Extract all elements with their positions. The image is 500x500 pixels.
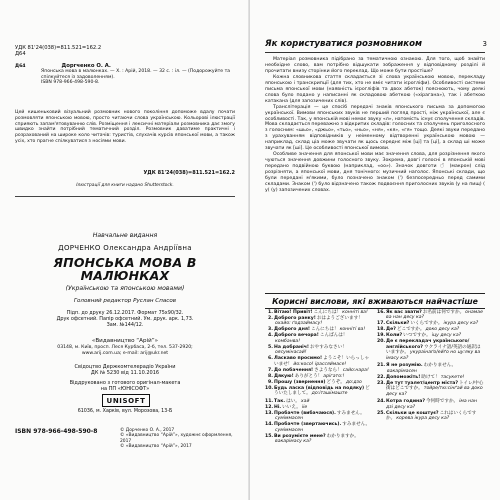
abstract: Цей кишеньковий візуальний розмовник нового покоління допоможе вдалу почати розмовляти японською мовою, просто читаючи слова українською. Кольорові ілюстрації сприяють запам'ятовуванню слів. Розміщення і лексичні матеріали розмовника дає змогу швидко знайти потрібний тематичний розділ. Розмовник даватиме практичні і розрахований на широке коло читачів: туристів, слухачів курсів японської мови, а також усіх, хто прагне спілкуватися з носіями мови.: [15, 110, 235, 144]
phrase-number: 14.: [265, 422, 274, 428]
phrase-item: [265, 356, 373, 367]
phrase-text: [386, 399, 485, 410]
phrase-ukrainian: Ви розумієте мене?: [274, 433, 326, 439]
phrase-japanese: こんにちは！: [310, 327, 339, 333]
phrase-japanese: さようなら！: [314, 367, 342, 373]
certificate-line: Свідоцтво Держкомтелерадіо України: [74, 364, 176, 370]
phrase-item: [265, 399, 373, 404]
right-page: [250, 0, 500, 500]
phrase-number: 3.: [268, 327, 273, 333]
series-label: Навчальне видання: [92, 232, 158, 239]
copyright-line: © Дорченко О. А., 2017: [120, 428, 175, 433]
certificate: [15, 364, 235, 376]
phrase-item: [265, 374, 373, 379]
phrase-transcription: тойре/тю:сінґай ва доко десу ка?: [386, 386, 483, 397]
phrase-item: [265, 380, 373, 385]
paragraph: Транслітерація — це спосіб передачі знаків японського письма за допомогою української. Вимови японських звуків не перший погляд прості, ніж української, але є особливості. Так, у японській мові немає звуку «л», натомість існує сполучення складів. Мова складається переважно з відкритих складів: голосних та сполучень приголосного з голосним: «шьо», «джьо», «тьо», «ньо», «ня», «кя», «гя» тощо. Деякі звуки передано з урахуванням відповідників у неіменному відтворенні українською мовою — наприклад, склад ціа може звучати як щось середнє між [ці] та [ці], а склад ші може звучати як [ші]. Це особливості японської вимови.: [265, 104, 485, 152]
phrase-item: [265, 411, 373, 422]
phrases-column-left: [265, 310, 373, 482]
catalog-author: Доргченко О. А.: [61, 63, 111, 69]
phrase-ukrainian: Як вас звати?: [386, 310, 422, 315]
phrase-ukrainian: Доброго вечора!: [274, 333, 319, 339]
phrase-number: 7.: [268, 367, 273, 373]
phrase-japanese: ようこそ！いらっしゃいませ！: [274, 356, 370, 367]
isbn: ISBN 978-966-498-590-8: [15, 428, 98, 435]
phrase-text: [386, 381, 485, 397]
phrases-list: [265, 310, 485, 482]
phrase-number: 12.: [265, 404, 274, 410]
phrase-text: [274, 368, 373, 373]
phrase-ukrainian: Котра година?: [386, 399, 425, 405]
catalog-isbn-line: ISBN 978-966-498-590-8.: [41, 80, 100, 86]
phrase-number: 1.: [268, 310, 273, 315]
phrase-ukrainian: Дякую!: [274, 373, 294, 379]
phrase-number: 20.: [377, 339, 386, 345]
phrase-item: [377, 363, 485, 374]
phrase-text: [386, 333, 485, 338]
phrase-transcription: до:іташімаште: [311, 391, 348, 397]
phrase-number: 11.: [265, 398, 274, 404]
phrase-number: 15.: [265, 433, 274, 439]
phrase-transcription: комбанва!: [275, 338, 301, 344]
phrase-text: [274, 316, 373, 327]
phrase-transcription: іма нан дзі десу ка?: [386, 399, 477, 410]
phrase-item: [265, 422, 373, 433]
udk-repeat: УДК 81'24(038)=811.521=162.2: [143, 170, 235, 176]
phrase-number: 10.: [265, 385, 274, 391]
phrase-item: [265, 405, 373, 410]
phrase-number: 6.: [268, 356, 273, 362]
phrase-ukrainian: Вітаю! Привіт!: [274, 310, 313, 315]
phrase-text: [386, 375, 485, 380]
page-number: 3: [482, 40, 487, 48]
phrase-japanese: これはいくらですか。: [386, 410, 477, 422]
phrase-japanese: 助けて！: [421, 374, 440, 380]
udk-code: УДК 81'24(038)=811.521=162.2: [15, 45, 102, 51]
phrase-ukrainian: Де тут туалет/центр міста?: [386, 380, 459, 386]
phrase-number: 25.: [377, 410, 386, 416]
phrase-item: [377, 399, 485, 410]
phrase-japanese: どうぞ。: [326, 379, 345, 385]
section-divider: [265, 52, 485, 53]
phrase-transcription: охайо: ґодзаймасу!: [275, 321, 323, 327]
phrase-ukrainian: Ні.: [274, 404, 282, 410]
phrase-japanese: どこですか。: [396, 327, 425, 333]
phrases-column-right: [377, 310, 485, 482]
phrase-japanese: 今何時ですか。: [425, 399, 459, 405]
phrase-japanese: はい。: [286, 398, 300, 404]
phrase-japanese: ありがとう！: [294, 373, 323, 379]
phrase-number: 21.: [377, 363, 386, 369]
phrase-text: [386, 321, 485, 326]
phrase-transcription: сайо:нара!: [342, 367, 369, 373]
printed-by-line: Віддруковано з готового оригінал-макета: [69, 380, 181, 386]
instructions-body: [265, 57, 485, 194]
phrase-text: [274, 345, 373, 356]
phrase-number: 8.: [268, 373, 273, 379]
phrase-ukrainian: Так.: [274, 398, 286, 404]
phrase-ukrainian: Я не розумію.: [386, 363, 423, 369]
phrase-text: [274, 374, 373, 379]
phrase-japanese: いつですか。: [403, 333, 431, 339]
phrase-item: [265, 345, 373, 356]
print-info-line: Зам. №144/12.: [106, 322, 144, 328]
book-subtitle: (Українською та японською мовами): [65, 285, 185, 292]
book-title: ЯПОНСЬКА МОВА В МАЛЮНКАХ: [53, 255, 197, 283]
phrase-japanese: おやすみなさい！: [310, 344, 347, 350]
paragraph: Кожна словникова стаття складається зі слова українською мовою, перекладу японською і транскрипції (для тих, хто не вміє читати ієрогліфи). Особливості системи письма японської мови (наявність ієрогліфів та двох абеток) пояснюють, чому деякі слова було подано у написанні як складовою абеткою («хірагана»), так і абеткою катакана (для запозичених слів).: [265, 74, 485, 104]
phrase-number: 24.: [377, 399, 386, 405]
phrase-ukrainian: Коли?: [386, 333, 403, 339]
paragraph: Матеріал розмовника підібрано за тематичною ознакою. Для того, щоб знайти необхідне слово, вам потрібно відшукати зображення у відповідному розділі й прочитати внизу сторінки його переклад. Що може бути простіше?: [265, 57, 485, 74]
phrase-japanese: すみません。: [342, 422, 371, 428]
phrase-japanese: おはようございます！: [316, 316, 363, 321]
paragraph: Особливе значення для японської мови має значення слова, для розрізнення якого чуються значення довжини голосного звуку. Зокрема, довгі голосні в японській мові передано подвійною буквою (наприклад, «оо»). Значок довготи ◌̄ (макрон) слід розрізняти, а японської мови, дня тонічного: музичний наголос. Японські склади, що були передані м'якими, було позначено знаком (') безпосередньо перед самими складами. Знаком (') було відзначено також подвоєння приголосних звуків (у на пищ) ( y( (у) запозичених словах.: [265, 152, 485, 193]
phrase-item: [265, 327, 373, 332]
catalog-entry: [15, 64, 235, 86]
phrase-ukrainian: Де є перекладач українського/англійського?: [386, 339, 470, 350]
phrase-japanese: いいえ。: [282, 404, 301, 410]
phrase-transcription: оясумінасай!: [275, 350, 307, 356]
certificate-line: ДК № 5230 від 11.10.2016: [90, 370, 160, 376]
catalog-header: [15, 45, 235, 57]
editor-line: Головний редактор Руслан Спасов: [73, 298, 177, 304]
phrase-ukrainian: Скільки?: [386, 321, 410, 327]
phrase-text: [386, 339, 485, 361]
phrase-japanese: すみません。: [336, 410, 365, 416]
phrase-japanese: こんにちは！: [313, 310, 342, 315]
phrase-number: 16.: [377, 310, 386, 315]
phrase-text: [274, 422, 373, 433]
print-info-line: Підп. до друку 26.12.2017. Формат 75x90/32.: [66, 310, 184, 316]
catalog-code: Д64: [15, 64, 26, 69]
phrase-item: [265, 316, 373, 327]
phrase-text: [274, 386, 373, 397]
phrase-transcription: хай: [300, 398, 310, 404]
copyright: [120, 428, 240, 450]
phrase-item: [377, 375, 485, 380]
bbk-code: Д64: [15, 51, 26, 58]
phrase-transcription: конніті ва!: [339, 327, 366, 333]
phrase-text: [274, 405, 373, 410]
phrase-number: 18.: [377, 327, 386, 333]
phrase-japanese: いくらですか。: [410, 321, 443, 327]
illustration-credit: Ілюстрації для книги надано Shutterstock.: [76, 183, 174, 188]
phrase-japanese: どういたしまして。: [274, 385, 370, 397]
phrase-transcription: арігато:!: [323, 373, 345, 379]
phrase-transcription: доко десу ка?: [425, 327, 460, 333]
phrase-transcription: укураінаґо/ейґо но цу:яку ва імасу ка?: [386, 350, 481, 361]
catalog-title-line: Японська мова в малюнках. — Х. : Арій, 2018. — 32 с. : іл. — (Подорожуйте та спілкуйтеся із задоволенням).: [41, 69, 231, 80]
phrase-transcription: ііе: [301, 404, 308, 410]
phrase-japanese: トイレ/中心街はどこですか。: [386, 380, 484, 392]
phrase-item: [377, 381, 485, 397]
phrase-item: [265, 368, 373, 373]
publisher-address: [15, 345, 235, 356]
phrase-ukrainian: Пробачте (звертаючись).: [274, 422, 342, 428]
phrase-ukrainian: До побачення!: [274, 367, 314, 373]
phrase-text: [274, 310, 373, 315]
divider: [15, 196, 235, 197]
phrase-text: [386, 363, 485, 374]
phrase-item: [377, 333, 485, 338]
phrase-ukrainian: Будь ласка (відповідь на подяку): [274, 385, 365, 391]
phrase-ukrainian: Скільки це коштує?: [386, 410, 439, 416]
publisher-address-line: www.arij.com.ua; e-mail: arij@ukr.net: [81, 350, 169, 356]
phrase-number: 4.: [268, 333, 273, 339]
book-author: ДОРЧЕНКО Олександра Андріївна: [58, 244, 192, 252]
phrase-item: [377, 327, 485, 332]
phrase-item: [377, 411, 485, 422]
phrase-text: [274, 333, 373, 344]
phrase-transcription: до:дзо: [345, 379, 362, 385]
phrases-title: Корисні вислови, які вживаються найчастіше: [265, 293, 485, 309]
print-info: [15, 310, 235, 328]
phrase-ukrainian: Доброго дня!: [274, 327, 310, 333]
phrase-transcription: іцу десу ка?: [431, 333, 462, 339]
phrase-item: [265, 434, 373, 445]
phrase-item: [377, 310, 485, 321]
phrase-number: 13.: [265, 410, 274, 416]
publisher-address-line: 03148, м. Київ, просп. Леся Курбаса, 2-б, тел. 537-2920;: [57, 345, 193, 350]
phrase-japanese: こんばんは！: [319, 333, 348, 339]
phrase-transcription: онамае ва нан десу ка?: [386, 310, 483, 321]
phrase-item: [377, 321, 485, 326]
phrase-ukrainian: На добраніч!: [274, 344, 310, 350]
phrase-number: 2.: [268, 316, 273, 321]
phrase-number: 5.: [268, 344, 273, 350]
phrase-japanese: お名前は何ですか。: [422, 310, 465, 315]
phrase-transcription: корева ікура десу ка?: [396, 416, 450, 422]
phrase-text: [386, 327, 485, 332]
phrase-transcription: суміммасен: [275, 427, 304, 433]
section-title: Як користуватися розмовником: [265, 39, 423, 49]
phrase-transcription: йо:косо! ірассяймасе!: [293, 361, 347, 367]
phrase-transcription: вакарімасу ка?: [275, 438, 312, 444]
phrase-text: [274, 327, 373, 332]
phrase-text: [386, 411, 485, 422]
phrase-transcription: вакарімасен: [387, 368, 417, 374]
phrase-number: 23.: [377, 380, 386, 386]
copyright-line: © «Видавництво “Арій”», художнє оформлення, 2017: [120, 433, 233, 444]
phrase-transcription: суміммасен: [275, 416, 304, 422]
phrase-ukrainian: Де?: [386, 327, 396, 333]
phrase-number: 19.: [377, 333, 386, 339]
phrase-number: 9.: [268, 379, 273, 385]
phrase-text: [274, 411, 373, 422]
phrase-text: [274, 399, 373, 404]
phrase-ukrainian: Ласкаво просимо!: [274, 356, 323, 362]
phrase-ukrainian: Доброго ранку!: [274, 316, 316, 321]
phrase-item: [265, 386, 373, 397]
printer-logo: UNISOFT: [102, 394, 150, 407]
phrase-item: [265, 310, 373, 315]
print-info-line: Друк офсетний. Папір офсетний. Ум. друк. арк. 1,73.: [56, 316, 194, 322]
phrase-transcription: ікура десу ка?: [443, 321, 479, 327]
phrase-text: [274, 434, 373, 445]
phrase-text: [274, 356, 373, 367]
phrase-number: 17.: [377, 321, 386, 327]
phrase-japanese: わかりません。: [423, 363, 457, 369]
phrase-japanese: わかりますか。: [326, 433, 359, 439]
phrase-item: [377, 339, 485, 361]
phrase-transcription: конніті ва!: [342, 310, 368, 315]
phrase-transcription: тасукете!: [440, 374, 465, 380]
copyright-line: © «Видавництво “Арій”», 2017: [120, 444, 192, 450]
printer-address: 61036, м. Харків, вул. Морозова, 13-Б: [77, 409, 173, 414]
printed-by-line: на ПП «ЮНІСОФТ»: [100, 386, 150, 392]
publisher-name: «Видавництво “Арій”»: [91, 338, 159, 344]
phrase-text: [386, 310, 485, 321]
phrase-ukrainian: Допоможіть!: [386, 374, 421, 380]
phrase-item: [265, 333, 373, 344]
phrase-ukrainian: Пробачте (вибачаюся).: [274, 410, 336, 416]
phrase-number: 22.: [377, 374, 386, 380]
phrase-ukrainian: Прошу (звернення): [274, 379, 326, 385]
phrase-text: [274, 380, 373, 385]
phrase-japanese: ウクライナ語/英語の通訳はいますか。: [386, 344, 481, 356]
printed-by: [15, 380, 235, 392]
